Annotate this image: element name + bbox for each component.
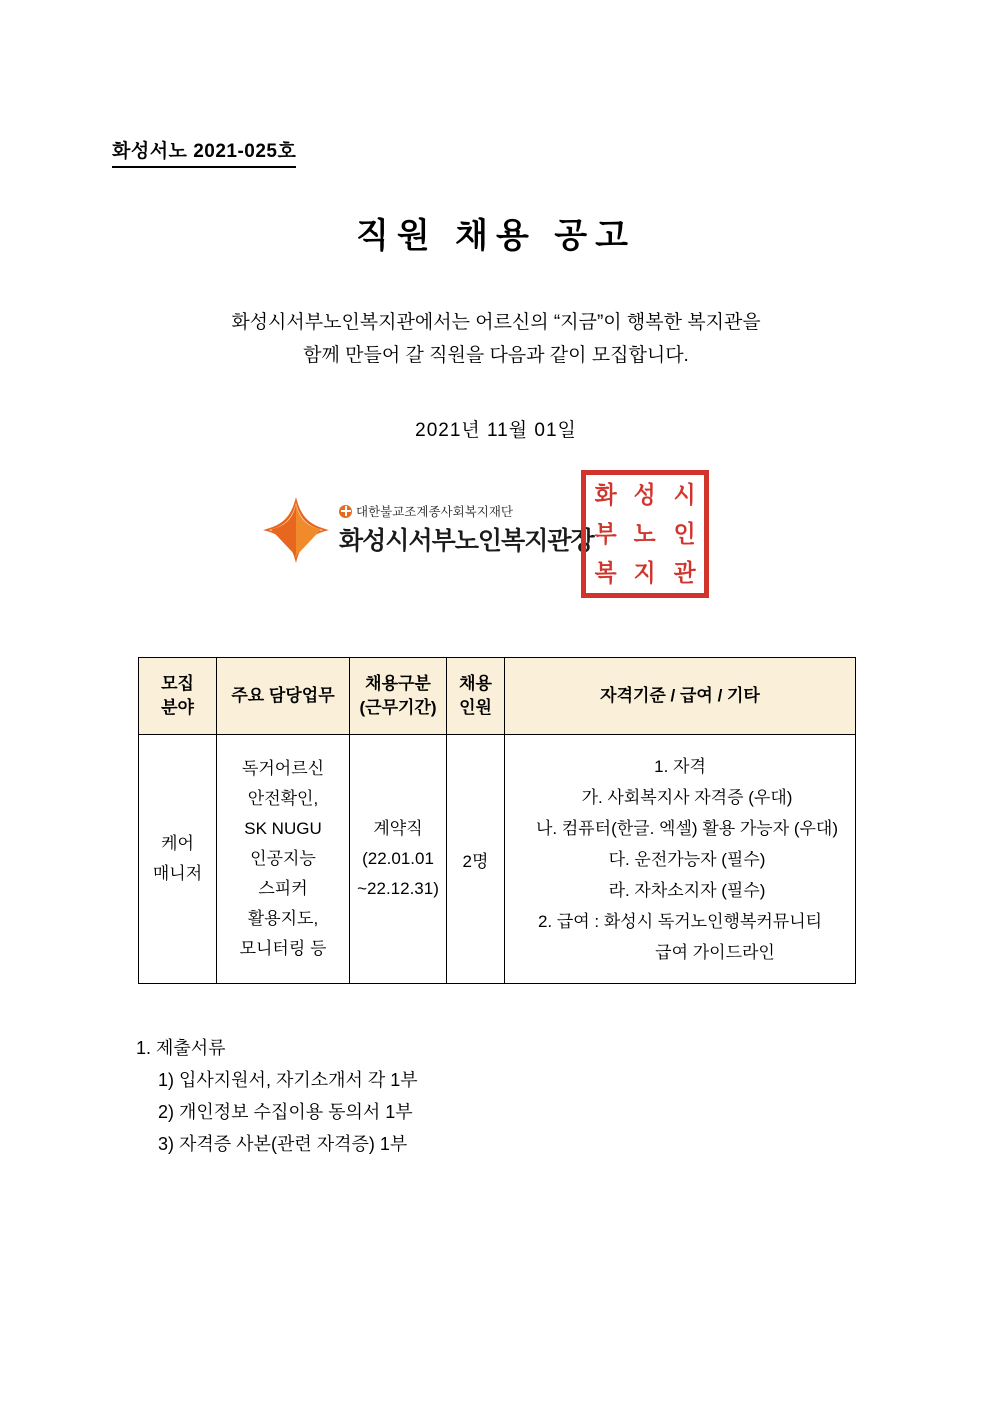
duty-line7: 모니터링 등 bbox=[239, 939, 327, 958]
seal-char: 인 bbox=[673, 518, 696, 548]
documents-heading: 1. 제출서류 bbox=[136, 1038, 226, 1058]
intro-line-2: 함께 만들어 갈 직원을 다음과 같이 모집합니다. bbox=[303, 345, 689, 366]
cell-duty bbox=[217, 735, 350, 984]
header-duty: 주요 담당업무 bbox=[217, 658, 350, 735]
header-count-line1: 채용 bbox=[459, 674, 492, 693]
foundation-name: 대한불교조계종사회복지재단 bbox=[356, 505, 513, 519]
table-header-row bbox=[139, 658, 856, 735]
official-seal-stamp bbox=[581, 470, 709, 598]
type-line1: 계약직 bbox=[373, 819, 423, 838]
qual-line2: 가. 사회복지사 자격증 (우대) bbox=[581, 787, 793, 807]
type-line2: (22.01.01 bbox=[362, 849, 434, 868]
signature-block bbox=[0, 470, 992, 605]
type-line3: ~22.12.31) bbox=[357, 879, 439, 898]
header-type-line2: (근무기간) bbox=[359, 698, 437, 717]
header-field-line2: 분야 bbox=[161, 698, 194, 717]
qual-line1: 1. 자격 bbox=[654, 756, 706, 776]
field-line1: 케어 bbox=[161, 834, 194, 853]
cell-field bbox=[139, 735, 217, 984]
duty-line3: SK NUGU bbox=[244, 819, 322, 838]
cell-headcount: 2명 bbox=[447, 735, 505, 984]
document-item-3: 3) 자격증 사본(관련 자격증) 1부 bbox=[158, 1134, 408, 1154]
seal-char: 지 bbox=[633, 558, 656, 588]
qual-line6: 2. 급여 : 화성시 독거노인행복커뮤니티 bbox=[537, 911, 823, 931]
qual-line7: 급여 가이드라인 bbox=[655, 942, 775, 962]
seal-char: 노 bbox=[633, 518, 656, 548]
qual-line5: 라. 자차소지자 (필수) bbox=[608, 880, 766, 900]
dharma-wheel-icon bbox=[339, 505, 352, 518]
page-title: 직원 채용 공고 bbox=[356, 217, 636, 255]
qual-line4: 다. 운전가능자 (필수) bbox=[608, 849, 766, 869]
duty-line1: 독거어르신 bbox=[241, 759, 325, 778]
header-qualification: 자격기준 / 급여 / 기타 bbox=[505, 658, 856, 735]
document-item-1: 1) 입사지원서, 자기소개서 각 1부 bbox=[158, 1070, 418, 1090]
recruitment-table bbox=[138, 657, 856, 984]
organization-name: 화성시서부노인복지관장 bbox=[339, 527, 594, 555]
seal-char: 시 bbox=[673, 479, 696, 509]
document-number: 화성서노 2021-025호 bbox=[112, 136, 296, 168]
header-count bbox=[447, 658, 505, 735]
cell-employment-type bbox=[350, 735, 447, 984]
intro-paragraph bbox=[0, 306, 992, 372]
intro-line-1: 화성시서부노인복지관에서는 어르신의 “지금”이 행복한 복지관을 bbox=[231, 312, 761, 333]
duty-line6: 활용지도, bbox=[247, 909, 319, 928]
header-field-line1: 모집 bbox=[161, 674, 194, 693]
foundation-line bbox=[339, 502, 594, 520]
seal-char: 부 bbox=[594, 518, 617, 548]
duty-line4: 인공지능 bbox=[250, 849, 316, 868]
header-type bbox=[350, 658, 447, 735]
header-count-line2: 인원 bbox=[459, 698, 492, 717]
duty-line5: 스피커 bbox=[258, 879, 308, 898]
seal-char: 성 bbox=[633, 479, 656, 509]
seal-char: 화 bbox=[594, 479, 617, 509]
duty-line2: 안전확인, bbox=[247, 789, 319, 808]
table-row bbox=[139, 735, 856, 984]
qual-line3: 나. 컴퓨터(한글. 엑셀) 활용 가능자 (우대) bbox=[535, 818, 839, 838]
required-documents-section bbox=[136, 1032, 418, 1160]
document-item-2: 2) 개인정보 수집이용 동의서 1부 bbox=[158, 1102, 413, 1122]
header-type-line1: 채용구분 bbox=[365, 674, 431, 693]
announcement-date: 2021년 11월 01일 bbox=[415, 420, 577, 441]
seal-char: 복 bbox=[594, 558, 617, 588]
organization-name-block bbox=[339, 502, 594, 557]
cell-qualification bbox=[505, 735, 856, 984]
field-line2: 매니저 bbox=[152, 864, 203, 883]
seal-char: 관 bbox=[673, 558, 696, 588]
organization-logo-icon bbox=[261, 495, 331, 565]
header-field bbox=[139, 658, 217, 735]
